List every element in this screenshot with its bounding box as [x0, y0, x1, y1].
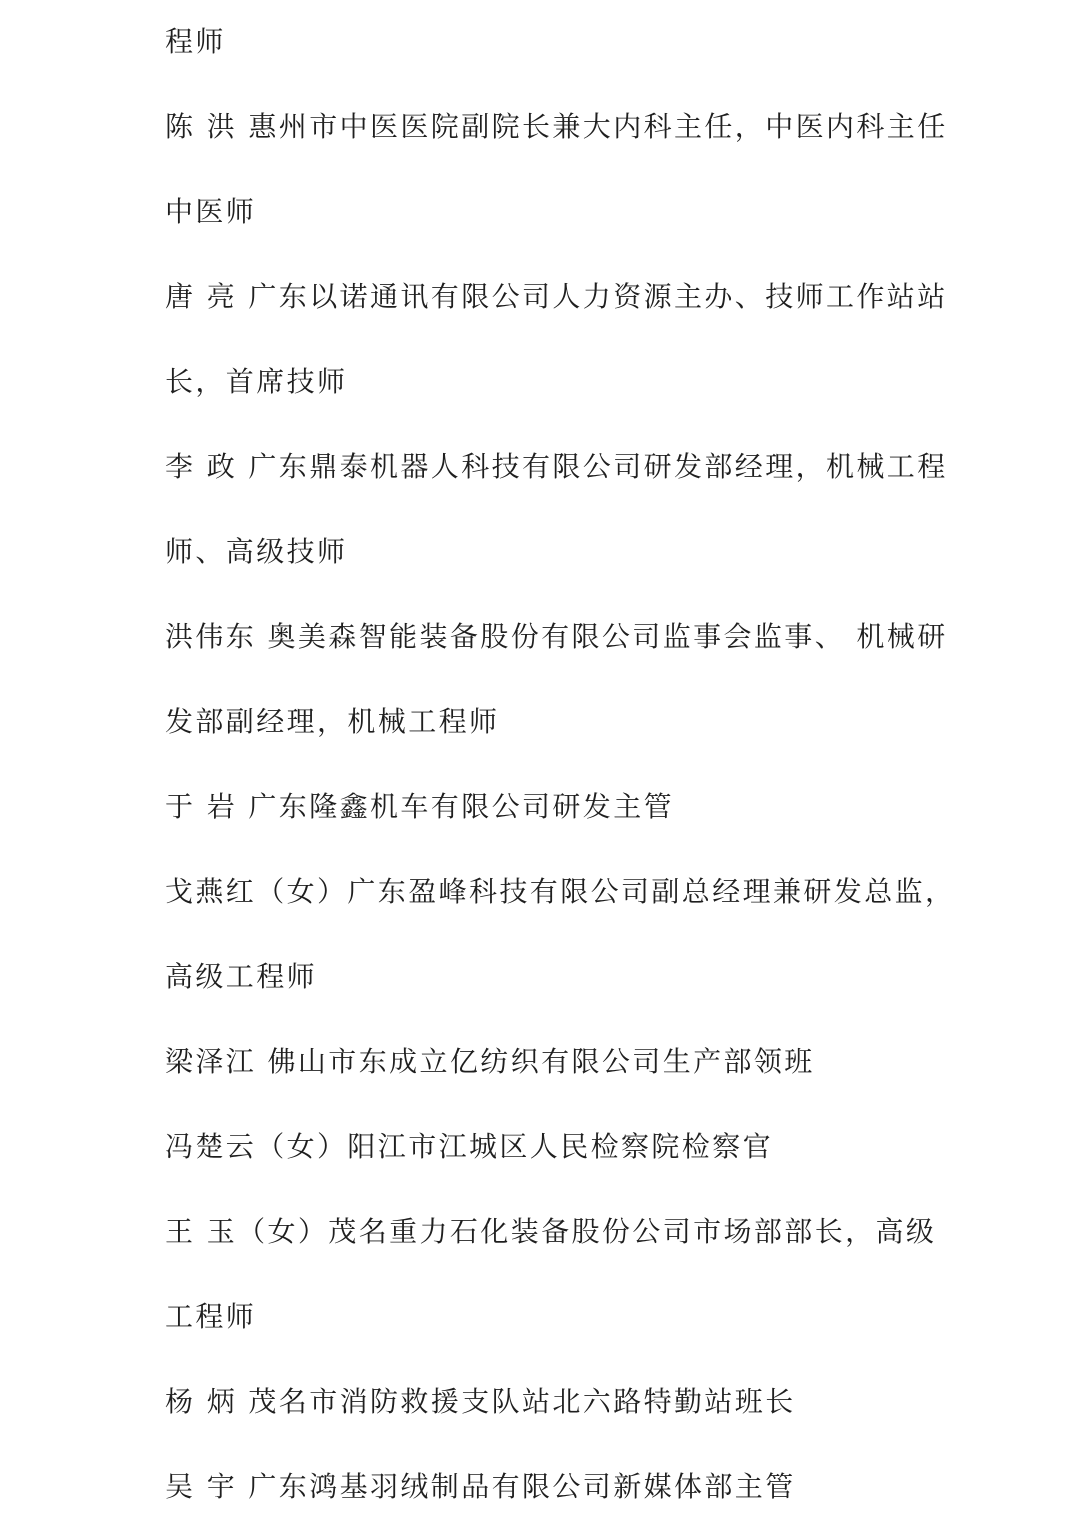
- text-line: 戈燕红（女）广东盈峰科技有限公司副总经理兼研发总监，: [165, 875, 956, 908]
- text-line: 程师: [165, 25, 226, 58]
- text-line: 李 政 广东鼎泰机器人科技有限公司研发部经理，机械工程: [165, 450, 948, 483]
- text-line: 冯楚云（女）阳江市江城区人民检察院检察官: [165, 1130, 774, 1163]
- text-line: 长，首席技师: [165, 365, 348, 398]
- text-line: 于 岩 广东隆鑫机车有限公司研发主管: [165, 790, 675, 823]
- text-line: 吴 宇 广东鸿基羽绒制品有限公司新媒体部主管: [165, 1470, 796, 1503]
- text-line: 王 玉（女）茂名重力石化装备股份公司市场部部长，高级: [165, 1215, 937, 1248]
- text-line: 唐 亮 广东以诺通讯有限公司人力资源主办、技师工作站站: [165, 280, 948, 313]
- text-line: 工程师: [165, 1300, 257, 1333]
- text-line: 中医师: [165, 195, 257, 228]
- text-line: 梁泽江 佛山市东成立亿纺织有限公司生产部领班: [165, 1045, 815, 1078]
- text-line: 高级工程师: [165, 960, 318, 993]
- text-line: 洪伟东 奥美森智能装备股份有限公司监事会监事、 机械研: [165, 620, 948, 653]
- text-line: 发部副经理，机械工程师: [165, 705, 500, 738]
- text-line: 师、高级技师: [165, 535, 348, 568]
- text-line: 陈 洪 惠州市中医医院副院长兼大内科主任，中医内科主任: [165, 110, 948, 143]
- text-line: 杨 炳 茂名市消防救援支队站北六路特勤站班长: [165, 1385, 796, 1418]
